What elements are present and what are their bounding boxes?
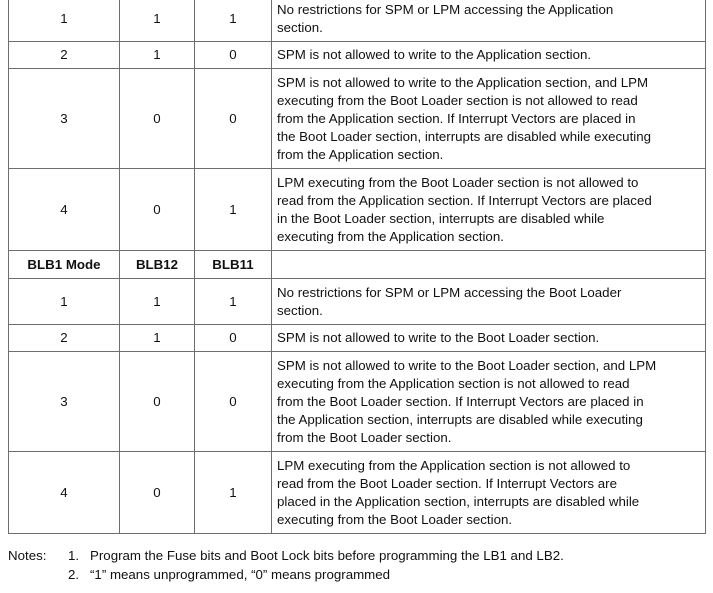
blb11-cell: 1 xyxy=(195,279,272,325)
description-line: placed in the Application section, interrupts are disabled while xyxy=(277,493,640,509)
blb1-header-row xyxy=(9,251,706,279)
blb1-mode-3-row xyxy=(9,352,706,452)
boot-lock-bits-table xyxy=(8,0,706,534)
description-line: section. xyxy=(277,19,323,35)
protection-description xyxy=(272,169,706,251)
blb02-cell: 0 xyxy=(120,169,195,251)
blb1-mode-header: BLB1 Mode xyxy=(9,251,120,279)
blb02-cell: 1 xyxy=(120,0,195,42)
blb12-header: BLB12 xyxy=(120,251,195,279)
note-text: Program the Fuse bits and Boot Lock bits before programming the LB1 and LB2. xyxy=(90,548,564,563)
blb01-cell: 0 xyxy=(195,42,272,69)
note-item xyxy=(68,565,390,584)
description-line: from the Boot Loader section. If Interrupt Vectors are placed in xyxy=(277,393,644,409)
description-line: the Boot Loader section, interrupts are disabled while executing xyxy=(277,128,652,144)
mode-cell: 3 xyxy=(9,352,120,452)
description-line: from the Application section. xyxy=(277,146,444,162)
note-text: “1” means unprogrammed, “0” means programmed xyxy=(90,567,391,582)
blb0-mode-1-row xyxy=(9,0,706,42)
blb11-cell: 0 xyxy=(195,325,272,352)
protection-description xyxy=(272,452,706,534)
blb12-cell: 1 xyxy=(120,325,195,352)
blb0-mode-2-row xyxy=(9,42,706,69)
mode-cell: 2 xyxy=(9,42,120,69)
description-line: the Application section, interrupts are disabled while executing xyxy=(277,411,643,427)
description-line: executing from the Application section. xyxy=(277,228,504,244)
notes-label: Notes: xyxy=(8,548,47,563)
blb01-cell: 1 xyxy=(195,0,272,42)
description-line: from the Boot Loader section. xyxy=(277,429,452,445)
description-line: executing from the Boot Loader section is not allowed to read xyxy=(277,92,638,108)
description-line: SPM is not allowed to write to the Boot Loader section, and LPM xyxy=(277,357,657,373)
mode-cell: 1 xyxy=(9,0,120,42)
description-line: LPM executing from the Boot Loader section is not allowed to xyxy=(277,174,639,190)
blb12-cell: 0 xyxy=(120,352,195,452)
description-line: SPM is not allowed to write to the Application section, and LPM xyxy=(277,74,649,90)
blb0-mode-3-row xyxy=(9,69,706,169)
blb1-mode-4-row xyxy=(9,452,706,534)
description-line: section. xyxy=(277,302,323,318)
blb12-cell: 1 xyxy=(120,279,195,325)
description-line: from the Application section. If Interrupt Vectors are placed in xyxy=(277,110,636,126)
protection-description xyxy=(272,279,706,325)
blb02-cell: 0 xyxy=(120,69,195,169)
note-number: 1. xyxy=(68,548,80,563)
blb11-cell: 1 xyxy=(195,452,272,534)
mode-cell: 1 xyxy=(9,279,120,325)
mode-cell: 4 xyxy=(9,169,120,251)
description-line: No restrictions for SPM or LPM accessing the Application xyxy=(277,1,614,17)
description-line: LPM executing from the Application section is not allowed to xyxy=(277,457,631,473)
mode-cell: 2 xyxy=(9,325,120,352)
description-line: in the Boot Loader section, interrupts are disabled while xyxy=(277,210,605,226)
protection-description xyxy=(272,0,706,42)
blb02-cell: 1 xyxy=(120,42,195,69)
blb1-mode-2-row xyxy=(9,325,706,352)
description-line: read from the Application section. If Interrupt Vectors are placed xyxy=(277,192,652,208)
blb0-mode-4-row xyxy=(9,169,706,251)
note-number: 2. xyxy=(68,567,80,582)
note-item xyxy=(68,546,564,565)
description-line: No restrictions for SPM or LPM accessing the Boot Loader xyxy=(277,284,622,300)
description-line: read from the Boot Loader section. If Interrupt Vectors are xyxy=(277,475,617,491)
description-line: executing from the Boot Loader section. xyxy=(277,511,513,527)
protection-description xyxy=(272,69,706,169)
mode-cell: 4 xyxy=(9,452,120,534)
description-line: SPM is not allowed to write to the Boot Loader section. xyxy=(277,330,600,345)
description-line: executing from the Application section is not allowed to read xyxy=(277,375,630,391)
blb01-cell: 1 xyxy=(195,169,272,251)
blb11-cell: 0 xyxy=(195,352,272,452)
protection-description xyxy=(272,325,706,352)
protection-description xyxy=(272,42,706,69)
protection-description xyxy=(272,352,706,452)
blb01-cell: 0 xyxy=(195,69,272,169)
blb12-cell: 0 xyxy=(120,452,195,534)
blb1-mode-1-row xyxy=(9,279,706,325)
mode-cell: 3 xyxy=(9,69,120,169)
blb11-header: BLB11 xyxy=(195,251,272,279)
empty-header-cell xyxy=(272,251,706,279)
description-line: SPM is not allowed to write to the Application section. xyxy=(277,47,592,62)
